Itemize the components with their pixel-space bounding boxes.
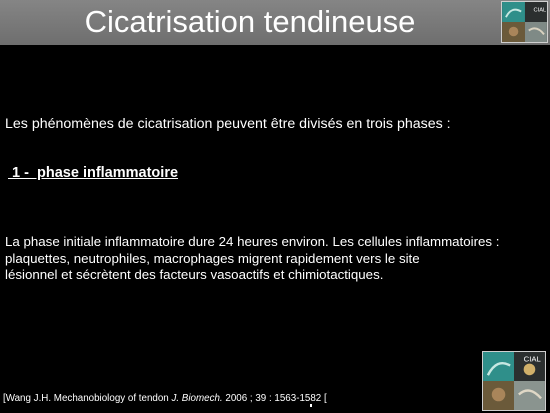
cial-logo-icon: [483, 352, 545, 410]
intro-text: Les phénomènes de cicatrisation peuvent être divisés en trois phases :: [5, 116, 451, 132]
reference-journal: J. Biomech.: [171, 393, 223, 404]
reference-mark: [310, 404, 312, 407]
title-bar: [0, 0, 550, 45]
phase-heading: 1 - phase inflammatoire: [8, 165, 179, 181]
cial-logo-bottom: [482, 351, 546, 411]
slide-title: Cicatrisation tendineuse: [84, 4, 416, 39]
reference-citation: [3, 393, 327, 405]
reference-details: 2006 ; 39 : 1563-1582 [: [222, 393, 327, 404]
reference-text: [Wang J.H. Mechanobiology of tendon: [3, 393, 172, 404]
paragraph: [5, 234, 535, 284]
paragraph-line: La phase initiale inflammatoire dure 24 heures environ. Les cellules inflammatoires :: [5, 234, 500, 249]
logo-bottom-label: CIAL: [523, 354, 541, 364]
paragraph-line: plaquettes, neutrophiles, macrophages migrent rapidement vers le site: [5, 250, 420, 266]
paragraph-line: lésionnel et sécrètent des facteurs vasoactifs et chimiotactiques.: [5, 267, 384, 282]
cial-logo-top: [501, 1, 548, 43]
logo-top-label: CIAL: [533, 7, 547, 14]
cial-logo-icon: [502, 2, 547, 42]
